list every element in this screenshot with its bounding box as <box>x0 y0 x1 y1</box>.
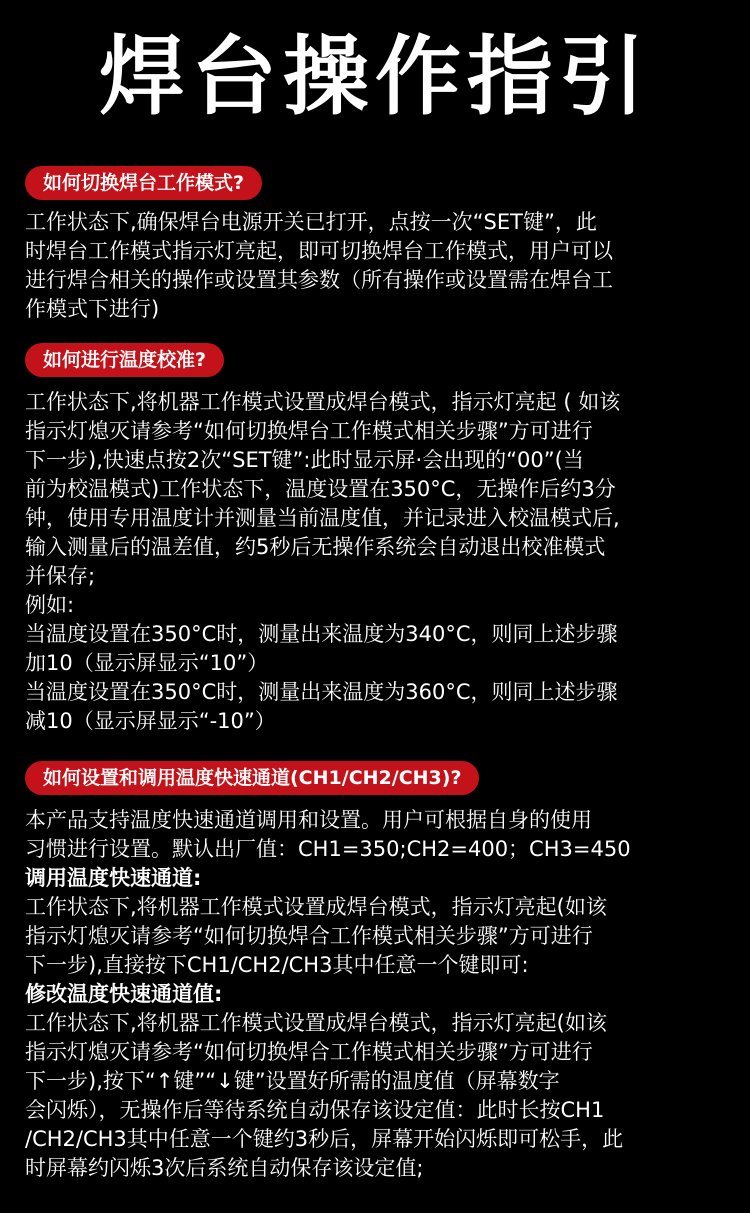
page-title: 焊台操作指引 <box>99 27 651 127</box>
subheading-recall-channel: 调用温度快速通道: <box>25 866 202 890</box>
text-line: 会闪烁），无操作后等待系统自动保存该设定值：此时长按CH1 <box>25 1098 605 1122</box>
text-line: 并保存; <box>25 564 96 588</box>
text-line: 工作状态下,确保焊台电源开关已打开，点按一次“SET键”，此 <box>25 210 597 234</box>
subheading-modify-channel: 修改温度快速通道值: <box>25 982 223 1006</box>
text-line: 进行焊合相关的操作或设置其参数（所有操作或设置需在焊台工 <box>25 268 613 292</box>
text-line: 习惯进行设置。默认出厂值：CH1=350;CH2=400；CH3=450 <box>25 837 631 861</box>
text-line: 下一步),快速点按2次“SET键”:此时显示屏·会出现的“00”(当 <box>25 448 584 472</box>
text-line: 输入测量后的温差值，约5秒后无操作系统会自动退出校准模式 <box>25 535 606 559</box>
section-heading-switch-mode: 如何切换焊台工作模式? <box>25 166 262 200</box>
text-line: 工作状态下,将机器工作模式设置成焊台模式，指示灯亮起(如该 <box>25 1011 607 1035</box>
text-line: 前为校温模式)工作状态下，温度设置在350°C，无操作后约3分 <box>25 477 616 501</box>
text-line: 工作状态下,将机器工作模式设置成焊台模式，指示灯亮起 ( 如该 <box>25 390 621 414</box>
text-line: 加10（显示屏显示“10”） <box>25 651 269 675</box>
text-line: 下一步),按下“↑键”“↓键”设置好所需的温度值（屏幕数字 <box>25 1069 560 1093</box>
section-heading-calibration: 如何进行温度校准? <box>25 343 224 377</box>
section-heading-quick-channel: 如何设置和调用温度快速通道(CH1/CH2/CH3)? <box>25 761 479 795</box>
text-line: 指示灯熄灭请参考“如何切换焊台工作模式相关步骤”方可进行 <box>25 419 593 443</box>
text-line: /CH2/CH3其中任意一个键约3秒后，屏幕开始闪烁即可松手，此 <box>25 1127 624 1151</box>
text-line: 当温度设置在350°C时，测量出来温度为340°C，则同上述步骤 <box>25 622 618 646</box>
text-line: 例如: <box>25 593 75 617</box>
text-line: 工作状态下,将机器工作模式设置成焊台模式，指示灯亮起(如该 <box>25 895 607 919</box>
text-line: 减10（显示屏显示“-10”） <box>25 709 276 733</box>
text-line: 作模式下进行) <box>25 297 160 321</box>
text-line: 本产品支持温度快速通道调用和设置。用户可根据自身的使用 <box>25 808 592 832</box>
text-line: 时焊台工作模式指示灯亮起，即可切换焊台工作模式，用户可以 <box>25 239 613 263</box>
text-line: 钟，使用专用温度计并测量当前温度值，并记录进入校温模式后, <box>25 506 620 530</box>
section-body-calibration <box>25 388 735 736</box>
text-line: 当温度设置在350°C时，测量出来温度为360°C，则同上述步骤 <box>25 680 618 704</box>
text-line: 时屏幕约闪烁3次后系统自动保存该设定值; <box>25 1156 424 1180</box>
section-body-switch-mode <box>25 208 735 324</box>
text-line: 指示灯熄灭请参考“如何切换焊合工作模式相关步骤”方可进行 <box>25 1040 593 1064</box>
text-line: 下一步),直接按下CH1/CH2/CH3其中任意一个键即可: <box>25 953 529 977</box>
text-line: 指示灯熄灭请参考“如何切换焊合工作模式相关步骤”方可进行 <box>25 924 593 948</box>
section-body-quick-channel <box>25 806 735 1183</box>
